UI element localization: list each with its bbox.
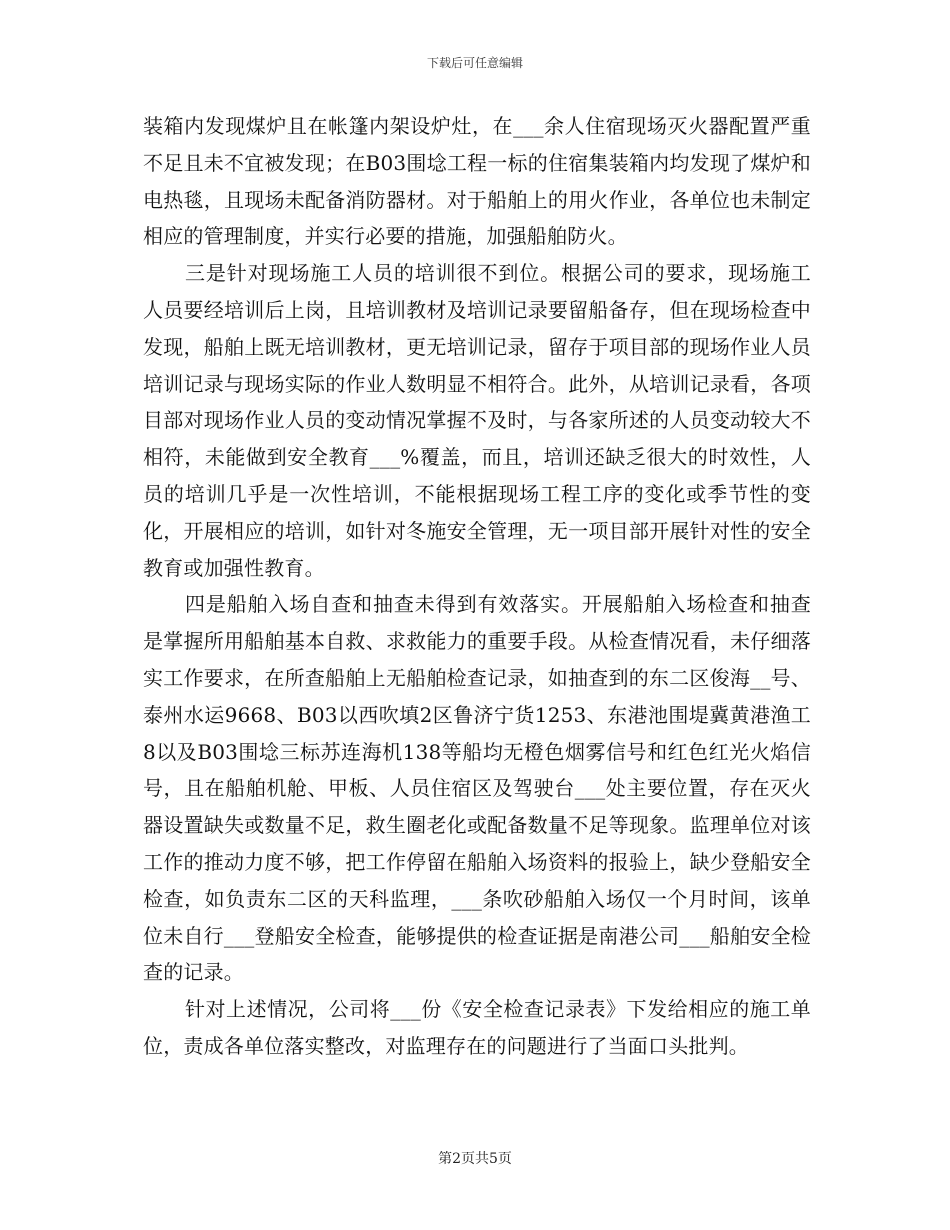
page-header: 下载后可任意编辑: [426, 56, 523, 70]
paragraph-3: 四是船舶入场自查和抽查未得到有效落实。开展船舶入场检查和抽查是掌握所用船舶基本自救、求救能力的重要手段。从检查情况看，未仔细落实工作要求，在所查船舶上无船舶检查记录，如抽查到的东二区俊海__号、泰州水运9668、B03以西吹填2区鲁济宁货1253、东港池围堤冀黄港渔工8以及B03围埝三标苏连海机138等船均无橙色烟雾信号和红色红光火焰信号，且在船舶机舱、甲板、人员住宿区及驾驶台___处主要位置，存在灭火器设置缺失或数量不足，救生圈老化或配备数量不足等现象。监理单位对该工作的推动力度不够，把工作停留在船舶入场资料的报验上，缺少登船安全检查，如负责东二区的天科监理，___条吹砂船舶入场仅一个月时间，该单位未自行___登船安全检查，能够提供的检查证据是南港公司___船舶安全检查的记录。: [143, 592, 811, 985]
page-footer: 第2页共5页: [438, 1151, 512, 1167]
paragraph-4: 针对上述情况，公司将___份《安全检查记录表》下发给相应的施工单位，责成各单位落实整改，对监理存在的问题进行了当面口头批判。: [143, 997, 811, 1058]
document-body: [143, 108, 811, 1065]
paragraph-1: 装箱内发现煤炉且在帐篷内架设炉灶，在___余人住宿现场灭火器配置严重不足且未不宜被发现；在B03围埝工程一标的住宿集装箱内均发现了煤炉和电热毯，且现场未配备消防器材。对于船舶上的用火作业，各单位也未制定相应的管理制度，并实行必要的措施，加强船舶防火。: [143, 114, 811, 249]
paragraph-2: 三是针对现场施工人员的培训很不到位。根据公司的要求，现场施工人员要经培训后上岗，且培训教材及培训记录要留船备存，但在现场检查中发现，船舶上既无培训教材，更无培训记录，留存于项目部的现场作业人员培训记录与现场实际的作业人数明显不相符合。此外，从培训记录看，各项目部对现场作业人员的变动情况掌握不及时，与各家所述的人员变动较大不相符，未能做到安全教育___%覆盖，而且，培训还缺乏很大的时效性，人员的培训几乎是一次性培训，不能根据现场工程工序的变化或季节性的变化，开展相应的培训，如针对冬施安全管理，无一项目部开展针对性的安全教育或加强性教育。: [143, 261, 811, 580]
